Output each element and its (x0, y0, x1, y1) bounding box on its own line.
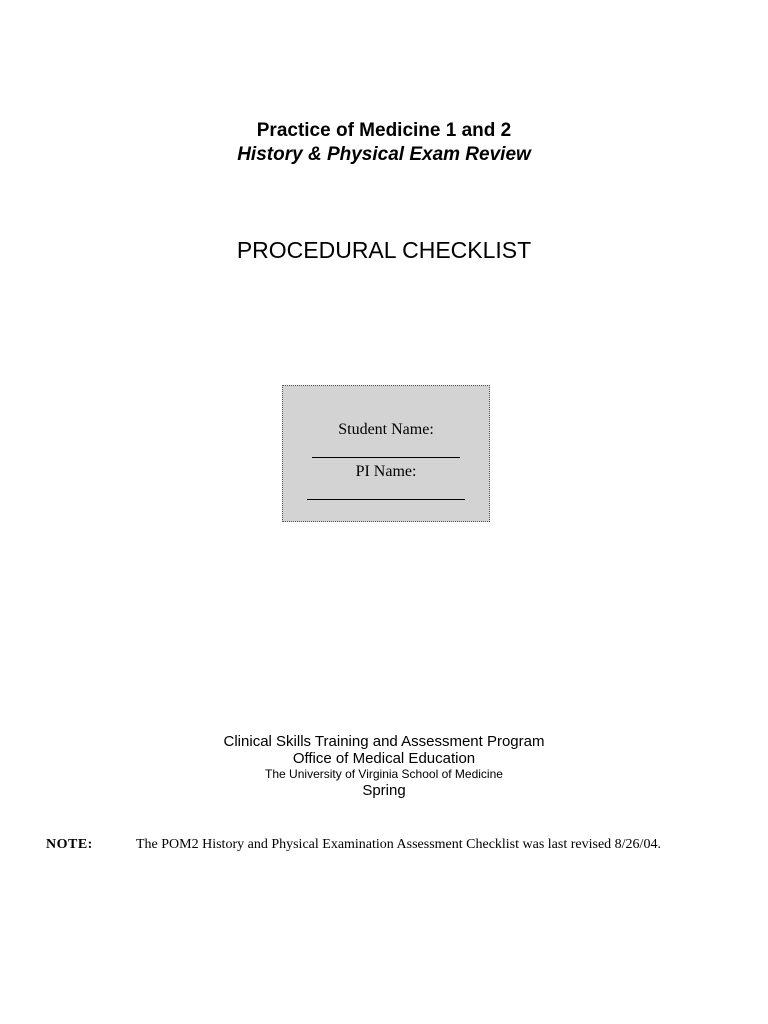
name-box (282, 385, 490, 522)
program-name: Clinical Skills Training and Assessment Program (223, 733, 545, 750)
student-name-label: Student Name: (338, 421, 434, 438)
student-name-blank[interactable] (283, 444, 489, 445)
office-name: Office of Medical Education (292, 750, 476, 767)
pi-name-label: PI Name: (355, 463, 417, 480)
term: Spring (362, 782, 406, 799)
page-heading: PROCEDURAL CHECKLIST (236, 237, 532, 263)
school-name: The University of Virginia School of Medicine (265, 767, 503, 781)
pi-name-blank[interactable] (283, 486, 489, 487)
student-name-rule (312, 457, 460, 458)
pi-name-rule (307, 499, 465, 500)
document-subtitle: History & Physical Exam Review (237, 144, 531, 165)
note-text: The POM2 History and Physical Examination Assessment Checklist was last revised 8/26/04. (136, 837, 661, 852)
document-title: Practice of Medicine 1 and 2 (256, 120, 512, 141)
note-label: NOTE: (46, 837, 93, 852)
